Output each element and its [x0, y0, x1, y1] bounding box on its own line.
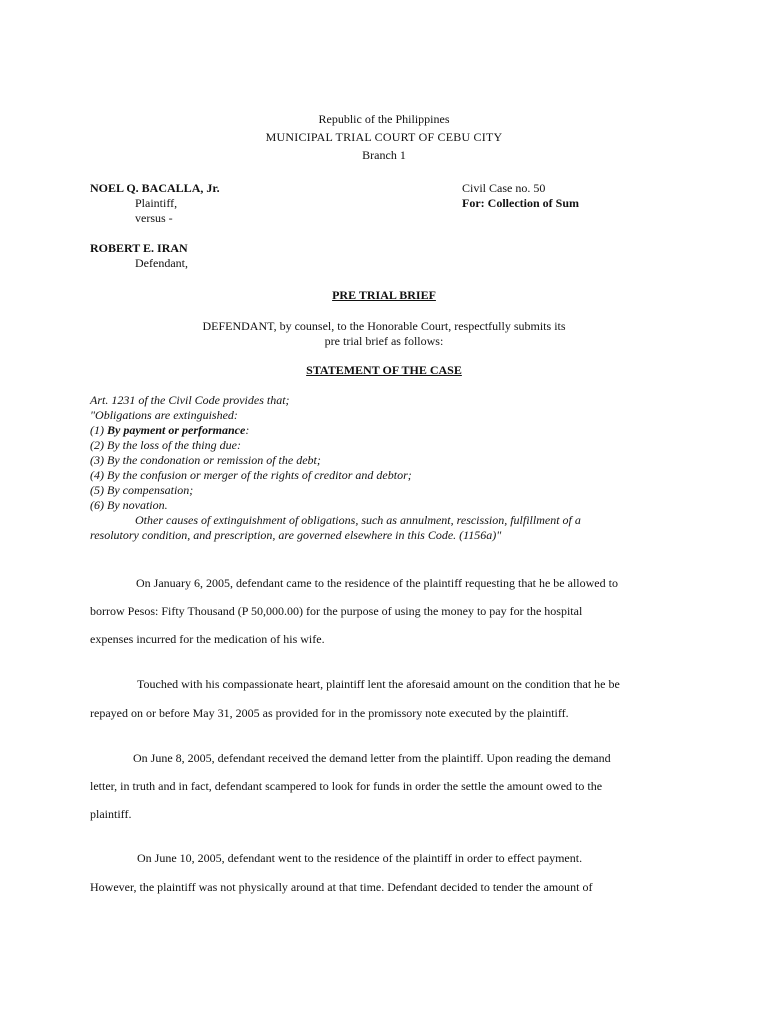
paragraph-2-line-1: Touched with his compassionate heart, plaintiff lent the aforesaid amount on the condition that he be: [137, 677, 620, 691]
paragraph-1-line-3: expenses incurred for the medication of his wife.: [90, 632, 325, 646]
code-item-6: (6) By novation.: [90, 498, 168, 512]
case-nature: For: Collection of Sum: [462, 196, 579, 210]
paragraph-3-line-1: On June 8, 2005, defendant received the demand letter from the plaintiff. Upon reading the demand: [133, 751, 611, 765]
code-item-4: (4) By the confusion or merger of the rights of creditor and debtor;: [90, 468, 412, 482]
code-item-5: (5) By compensation;: [90, 483, 194, 497]
plaintiff-role: Plaintiff,: [135, 196, 178, 210]
code-item-1-suffix: :: [245, 423, 250, 437]
defendant-name: ROBERT E. IRAN: [90, 241, 188, 255]
paragraph-4-line-2: However, the plaintiff was not physically around at that time. Defendant decided to tender the amount of: [90, 880, 593, 894]
code-item-3: (3) By the condonation or remission of the debt;: [90, 453, 321, 467]
paragraph-1-line-1: On January 6, 2005, defendant came to the residence of the plaintiff requesting that he be allowed to: [136, 576, 618, 590]
defendant-role: Defendant,: [135, 256, 188, 270]
paragraph-3-line-3: plaintiff.: [90, 807, 132, 821]
code-item-1: [90, 423, 581, 438]
paragraph-1-line-2: borrow Pesos: Fifty Thousand (P 50,000.00) for the purpose of using the money to pay for the hospital: [90, 604, 583, 618]
header-court: MUNICIPAL TRIAL COURT OF CEBU CITY: [265, 130, 503, 144]
code-closing-2: resolutory condition, and prescription, are governed elsewhere in this Code. (1156a)": [90, 528, 502, 542]
header-republic: Republic of the Philippines: [318, 112, 450, 126]
paragraph-3-line-2: letter, in truth and in fact, defendant scampered to look for funds in order the settle the amount owed to the: [90, 779, 603, 793]
code-quote-heading: "Obligations are extinguished:: [90, 408, 238, 422]
paragraph-4-line-1: On June 10, 2005, defendant went to the residence of the plaintiff in order to effect payment.: [137, 851, 583, 865]
header-branch: Branch 1: [362, 148, 406, 162]
section-title: STATEMENT OF THE CASE: [306, 363, 462, 377]
document-title: PRE TRIAL BRIEF: [332, 288, 436, 302]
intro-line-2: pre trial brief as follows:: [324, 334, 444, 348]
code-item-1-prefix: (1): [90, 423, 107, 437]
case-number: Civil Case no. 50: [462, 181, 546, 195]
versus-label: versus -: [135, 211, 173, 225]
intro-line-1: DEFENDANT, by counsel, to the Honorable Court, respectfully submits its: [202, 319, 566, 333]
code-quote: [90, 393, 581, 543]
code-quote-intro: Art. 1231 of the Civil Code provides that;: [90, 393, 290, 407]
code-closing-1: Other causes of extinguishment of obligations, such as annulment, rescission, fulfillment of a: [135, 513, 581, 527]
plaintiff-name: NOEL Q. BACALLA, Jr.: [90, 181, 220, 195]
code-item-2: (2) By the loss of the thing due:: [90, 438, 241, 452]
code-item-1-bold: By payment or performance: [107, 423, 246, 437]
paragraph-2-line-2: repayed on or before May 31, 2005 as provided for in the promissory note executed by the plaintiff.: [90, 706, 569, 720]
